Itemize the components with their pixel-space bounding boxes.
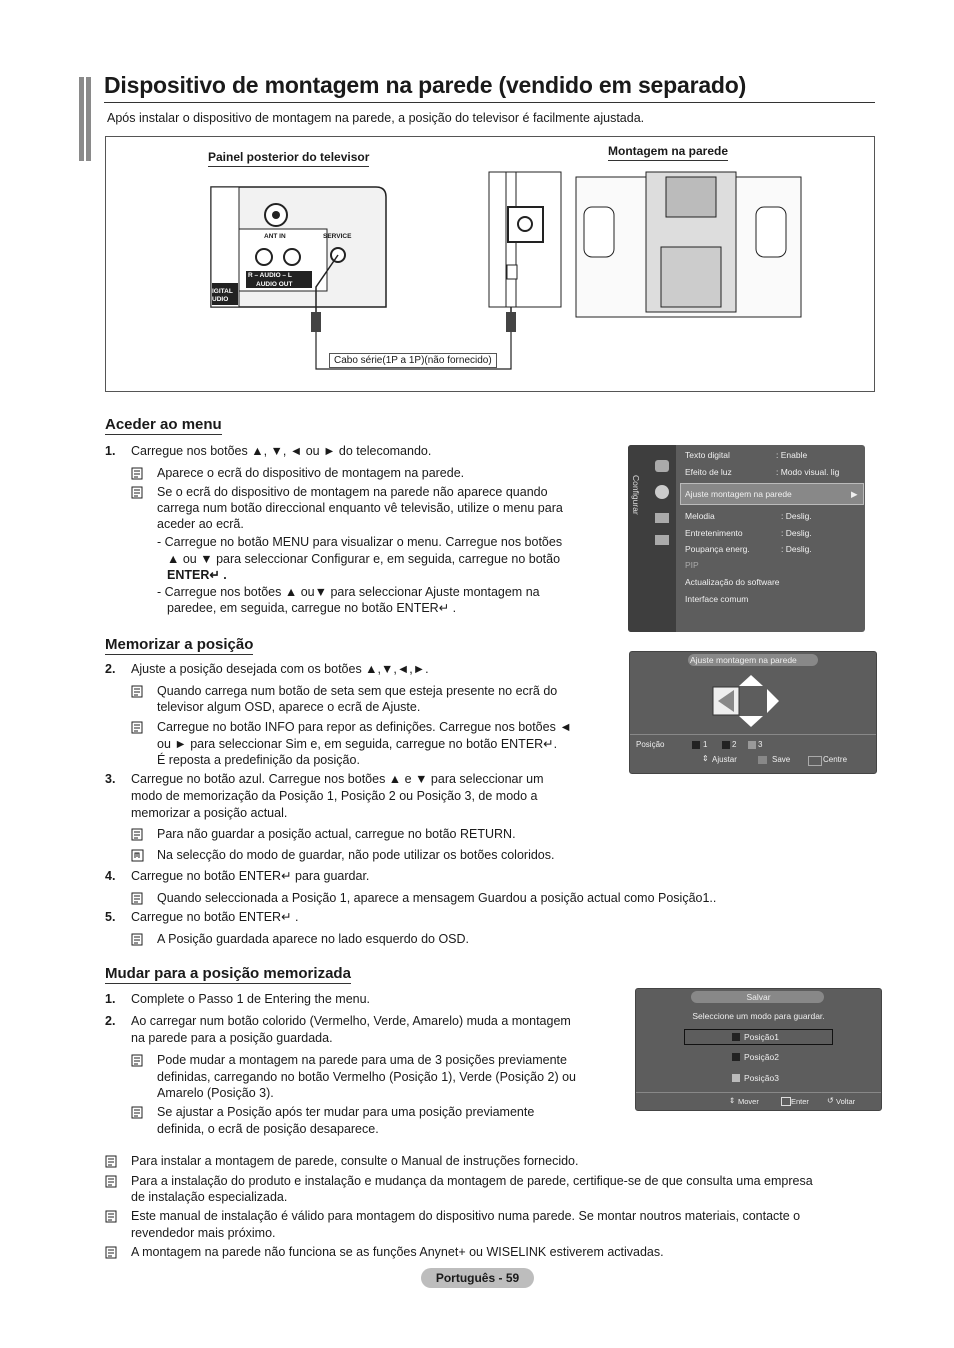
option-1-swatch [732,1033,740,1041]
osd-row-name[interactable]: Ajuste montagem na parede [685,489,792,499]
step-number: 5. [105,910,116,924]
osd-row-arrow: ▶ [851,489,858,499]
osd-setup-menu [628,445,865,632]
step-number: 1. [105,992,116,1006]
page-title: Dispositivo de montagem na parede (vendido em separado) [104,72,747,98]
sub-step-text: - Carregue nos botões ▲ ou▼ para seleccionar Ajuste montagem na [157,585,540,599]
osd-save-screen [635,988,882,1111]
intro-text: Após instalar o dispositivo de montagem na parede, a posição do televisor é facilmente ajustada. [107,111,645,125]
note-text: É reposta a predefinição da posição. [157,753,360,767]
save-option[interactable]: Posição1 [744,1032,779,1042]
note-text: Quando seleccionada a Posição 1, aparece a mensagem Guardou a posição actual como Posição1.. [157,891,717,905]
step-text: na parede para a posição guardada. [131,1031,333,1045]
sub-step-text: paredee, em seguida, carregue no botão ENTER↵ . [167,601,457,615]
step-number: 3. [105,772,116,786]
note-icon [131,828,144,841]
osd-row-value: : Deslig. [781,511,812,521]
step-text: Carregue no botão ENTER↵ para guardar. [131,869,370,883]
section-heading: Aceder ao menu [105,416,222,433]
note-text: aceder ao ecrã. [157,517,244,531]
note-text: Se o ecrã do dispositivo de montagem na parede não aparece quando [157,485,548,499]
step-text: Carregue no botão azul. Carregue nos botões ▲ e ▼ para seleccionar um [131,772,544,786]
osd-row-value: : Deslig. [781,544,812,554]
cable-label: Cabo série(1P a 1P)(não fornecido) [329,353,497,368]
position-1-swatch [692,741,700,749]
note-icon [105,1210,118,1223]
position-2-label: 2 [732,740,737,749]
input-icon [655,513,669,523]
position-label: Posição [636,740,665,749]
note-text: ou ► para seleccionar Sim e, em seguida, carregue no botão ENTER↵. [157,737,558,751]
note-text: Se ajustar a Posição após ter mudar para uma posição previamente [157,1105,535,1119]
return-icon: ↺ [827,1096,834,1105]
centre-button-icon [808,756,822,766]
note-text: A Posição guardada aparece no lado esquerdo do OSD. [157,932,470,946]
step-number: 2. [105,662,116,676]
note-text: televisor algum OSD, aparece o ecrã de Ajuste. [157,700,421,714]
move-icon: ⇕ [702,754,709,763]
step-text: modo de memorização da Posição 1, Posição 2 ou Posição 3, de modo a [131,789,538,803]
osd-title: Ajuste montagem na parede [690,655,797,665]
section-heading: Mudar para a posição memorizada [105,965,351,982]
osd-row-name: Interface comum [685,594,749,604]
note-text: definidas, carregando no botão Vermelho (Posição 1), Verde (Posição 2) ou [157,1070,577,1084]
step-text: Carregue nos botões ▲, ▼, ◄ ou ► do telecomando. [131,444,432,458]
save-option[interactable]: Posição3 [744,1073,779,1083]
step-text: Ao carregar num botão colorido (Vermelho, Verde, Amarelo) muda a montagem [131,1014,571,1028]
note-text: Pode mudar a montagem na parede para uma de 3 posições previamente [157,1053,567,1067]
section-heading: Memorizar a posição [105,636,254,653]
mover-icon: ⇕ [729,1096,736,1105]
position-2-swatch [722,741,730,749]
support-icon [655,535,669,545]
ajustar-label: Ajustar [712,755,737,764]
osd-row-name: Texto digital [685,450,730,460]
save-button-icon [758,756,767,764]
option-3-swatch [732,1074,740,1082]
note-icon [131,892,144,905]
save-label: Save [772,755,791,764]
step-text: memorizar a posição actual. [131,806,288,820]
step-text: Carregue no botão ENTER↵ . [131,910,299,924]
note-icon [105,1155,118,1168]
note-text: Amarelo (Posição 3). [157,1086,274,1100]
note-text: Na selecção do modo de guardar, não pode utilizar os botões coloridos. [157,848,555,862]
osd-row-value: : Enable [776,450,808,460]
osd-row-value: : Deslig. [781,528,812,538]
gear-icon [655,485,669,499]
note-text: Para não guardar a posição actual, carregue no botão RETURN. [157,827,516,841]
title-accent-bar [79,77,84,161]
sub-step-text: ENTER↵ . [167,568,227,582]
osd-row-name: Entretenimento [685,528,743,538]
service-label: SERVICE [323,233,352,240]
note-icon [131,685,144,698]
title-accent-bar [86,77,91,161]
centre-label: Centre [823,755,848,764]
note-text: Aparece o ecrã do dispositivo de montagem na parede. [157,466,465,480]
osd-adjust-screen [629,651,877,774]
option-2-swatch [732,1053,740,1061]
position-3-swatch [748,741,756,749]
picture-icon [655,460,669,472]
step-number: 1. [105,444,116,458]
note-icon [131,486,144,499]
osd-row-value: : Modo visual. lig [776,467,840,477]
note-text: carrega num botão direccional enquanto vê televisão, utilize o menu para [157,501,563,515]
digital-audio-label: IGITAL [212,288,233,295]
note-text: A montagem na parede não funciona se as funções Anynet+ ou WISELINK estiverem activadas. [131,1245,664,1259]
note-icon [131,467,144,480]
osd-title: Salvar [746,992,771,1002]
step-number: 2. [105,1014,116,1028]
note-text: Para instalar a montagem de parede, consulte o Manual de instruções fornecido. [131,1154,579,1168]
position-3-label: 3 [758,740,763,749]
voltar-label: Voltar [836,1097,856,1106]
mover-label: Mover [738,1097,759,1106]
osd-side-label: Configurar [631,475,641,515]
note-icon [131,721,144,734]
note-icon [131,933,144,946]
osd-row-name: Melodia [685,511,715,521]
note-text: de instalação especializada. [131,1190,288,1204]
note-text: Carregue no botão INFO para repor as definições. Carregue nos botões ◄ [157,720,572,734]
note-text: Quando carrega num botão de seta sem que esteja presente no ecrã do [157,684,558,698]
audio-out-label: AUDIO OUT [256,281,293,288]
note-icon [105,1175,118,1188]
page-number-badge: Português - 59 [421,1268,534,1288]
step-number: 4. [105,869,116,883]
osd-row-name: PIP [685,560,699,570]
caution-icon [131,849,144,862]
osd-row-name: Actualização do software [685,577,780,587]
save-option[interactable]: Posição2 [744,1052,779,1062]
sub-step-text: ▲ ou ▼ para seleccionar Configurar e, em seguida, carregue no botão [167,552,561,566]
note-text: definida, o ecrã de posição desaparece. [157,1122,379,1136]
note-icon [105,1246,118,1259]
tv-back-panel-label: Painel posterior do televisor [208,150,369,167]
note-icon [131,1054,144,1067]
wall-mount-label: Montagem na parede [608,144,728,161]
note-text: revendedor mais próximo. [131,1226,276,1240]
direction-arrows-icon [710,672,785,730]
note-icon [131,1106,144,1119]
step-text: Complete o Passo 1 de Entering the menu. [131,992,371,1006]
position-1-label: 1 [703,740,708,749]
osd-row-name: Poupança energ. [685,544,750,554]
digital-audio-label: UDIO [212,296,229,303]
enter-icon [781,1097,791,1106]
enter-label: Enter [791,1097,809,1106]
ant-in-label: ANT IN [264,233,286,240]
osd-row-name: Efeito de luz [685,467,732,477]
note-text: Para a instalação do produto e instalação e mudança da montagem de parede, certifique-se de que consulta uma empresa [131,1174,813,1188]
note-text: Este manual de instalação é válido para montagem do dispositivo numa parede. Se montar noutros materiais, contacte o [131,1209,801,1223]
title-divider [104,102,875,103]
step-text: Ajuste a posição desejada com os botões ▲,▼,◄,►. [131,662,429,676]
osd-prompt: Seleccione um modo para guardar. [692,1011,825,1021]
sub-step-text: - Carregue no botão MENU para visualizar o menu. Carregue nos botões [157,535,563,549]
audio-label: R – AUDIO – L [248,272,292,279]
